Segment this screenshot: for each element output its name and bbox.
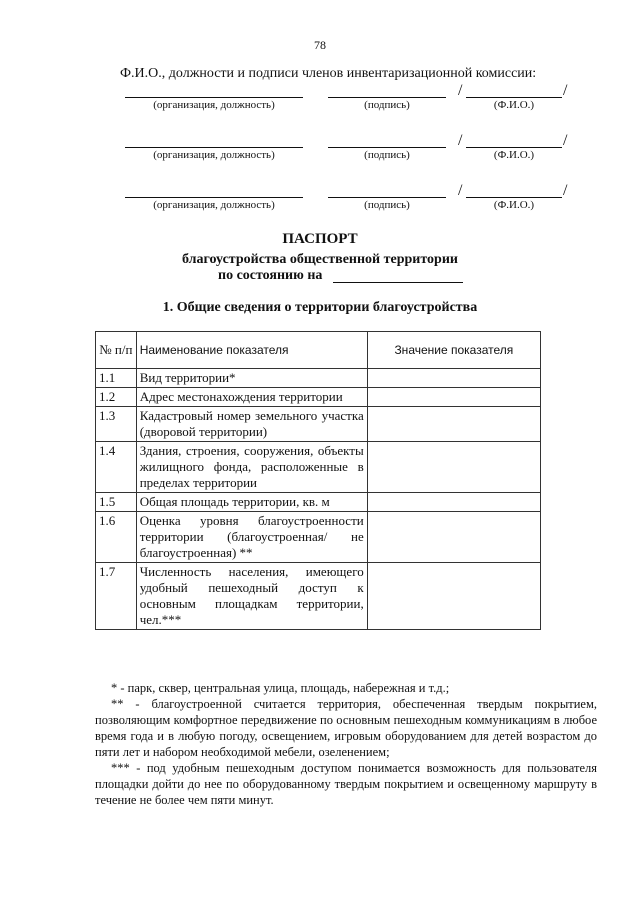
fio-caption: (Ф.И.О.) (493, 199, 535, 211)
fio-line (466, 147, 562, 148)
footnote: * - парк, сквер, центральная улица, площадь, набережная и т.д.; (111, 681, 450, 695)
fio-line (466, 97, 562, 98)
table-row (96, 388, 541, 407)
slash-mark: / (563, 182, 568, 199)
page-number: 78 (314, 38, 326, 52)
org-caption: (организация, должность) (153, 199, 275, 211)
row-number: 1.5 (96, 493, 137, 512)
header-num: № п/п (96, 332, 137, 369)
date-blank-line (333, 282, 463, 283)
slash-mark: / (458, 132, 463, 149)
header-name (136, 332, 367, 369)
general-info-table (95, 331, 541, 630)
organization-line (125, 147, 303, 148)
sign-caption: (подпись) (364, 199, 410, 211)
section-title: 1. Общие сведения о территории благоустройства (162, 300, 478, 315)
header-value (367, 332, 540, 369)
table-header-row (96, 332, 541, 369)
slash-mark: / (458, 182, 463, 199)
commission-title: Ф.И.О., должности и подписи членов инвентаризационной комиссии: (120, 66, 537, 81)
organization-line (125, 197, 303, 198)
slash-mark: / (563, 82, 568, 99)
row-value (367, 369, 540, 388)
footnotes (95, 680, 597, 808)
row-name: Вид территории* (136, 369, 367, 388)
row-value (367, 407, 540, 442)
signature-row (0, 132, 640, 180)
signature-row (0, 82, 640, 130)
row-number: 1.6 (96, 512, 137, 563)
fio-caption: (Ф.И.О.) (493, 99, 535, 111)
row-name: Численность населения, имеющего удобный пешеходный доступ к основным площадкам территории, чел.*** (136, 563, 367, 630)
footnote: *** - под удобным пешеходным доступом понимается возможность для пользователя площадки дойти до нее по оборудованному твердым покрытием и освещенному маршруту в течение не более чем пяти минут. (95, 761, 597, 807)
row-name: Оценка уровня благоустроенности территории (благоустроенная/ не благоустроенная) ** (136, 512, 367, 563)
passport-date-label: по состоянию на (218, 268, 323, 283)
table-row (96, 442, 541, 493)
table-row (96, 563, 541, 630)
signature-line (328, 97, 446, 98)
row-name: Здания, строения, сооружения, объекты жилищного фонда, расположенные в пределах территории (136, 442, 367, 493)
fio-caption: (Ф.И.О.) (493, 149, 535, 161)
signature-line (328, 197, 446, 198)
table-row (96, 493, 541, 512)
organization-line (125, 97, 303, 98)
row-value (367, 493, 540, 512)
org-caption: (организация, должность) (153, 99, 275, 111)
signature-row (0, 182, 640, 230)
row-value (367, 563, 540, 630)
header-name-label: Наименование показателя (139, 343, 289, 357)
table-row (96, 369, 541, 388)
slash-mark: / (563, 132, 568, 149)
row-number: 1.1 (96, 369, 137, 388)
row-value (367, 388, 540, 407)
table-row (96, 407, 541, 442)
row-name: Кадастровый номер земельного участка (дворовой территории) (136, 407, 367, 442)
row-value (367, 442, 540, 493)
signature-line (328, 147, 446, 148)
row-name: Адрес местонахождения территории (136, 388, 367, 407)
table-row (96, 512, 541, 563)
org-caption: (организация, должность) (153, 149, 275, 161)
fio-line (466, 197, 562, 198)
slash-mark: / (458, 82, 463, 99)
footnote: ** - благоустроенной считается территория, обеспеченная твердым покрытием, позволяющим комфортное передвижение по основным пешеходным коммуникациям в любое время года и в любую погоду, освещением, игровым оборудованием для детей возрастом до пяти лет и набором необходимой мебели, озеленением; (95, 697, 597, 759)
sign-caption: (подпись) (364, 149, 410, 161)
passport-subtitle: благоустройства общественной территории (182, 252, 458, 267)
row-name: Общая площадь территории, кв. м (136, 493, 367, 512)
passport-title: ПАСПОРТ (282, 231, 358, 247)
row-value (367, 512, 540, 563)
sign-caption: (подпись) (364, 99, 410, 111)
row-number: 1.4 (96, 442, 137, 493)
row-number: 1.7 (96, 563, 137, 630)
header-value-label: Значение показателя (394, 343, 514, 357)
row-number: 1.2 (96, 388, 137, 407)
row-number: 1.3 (96, 407, 137, 442)
